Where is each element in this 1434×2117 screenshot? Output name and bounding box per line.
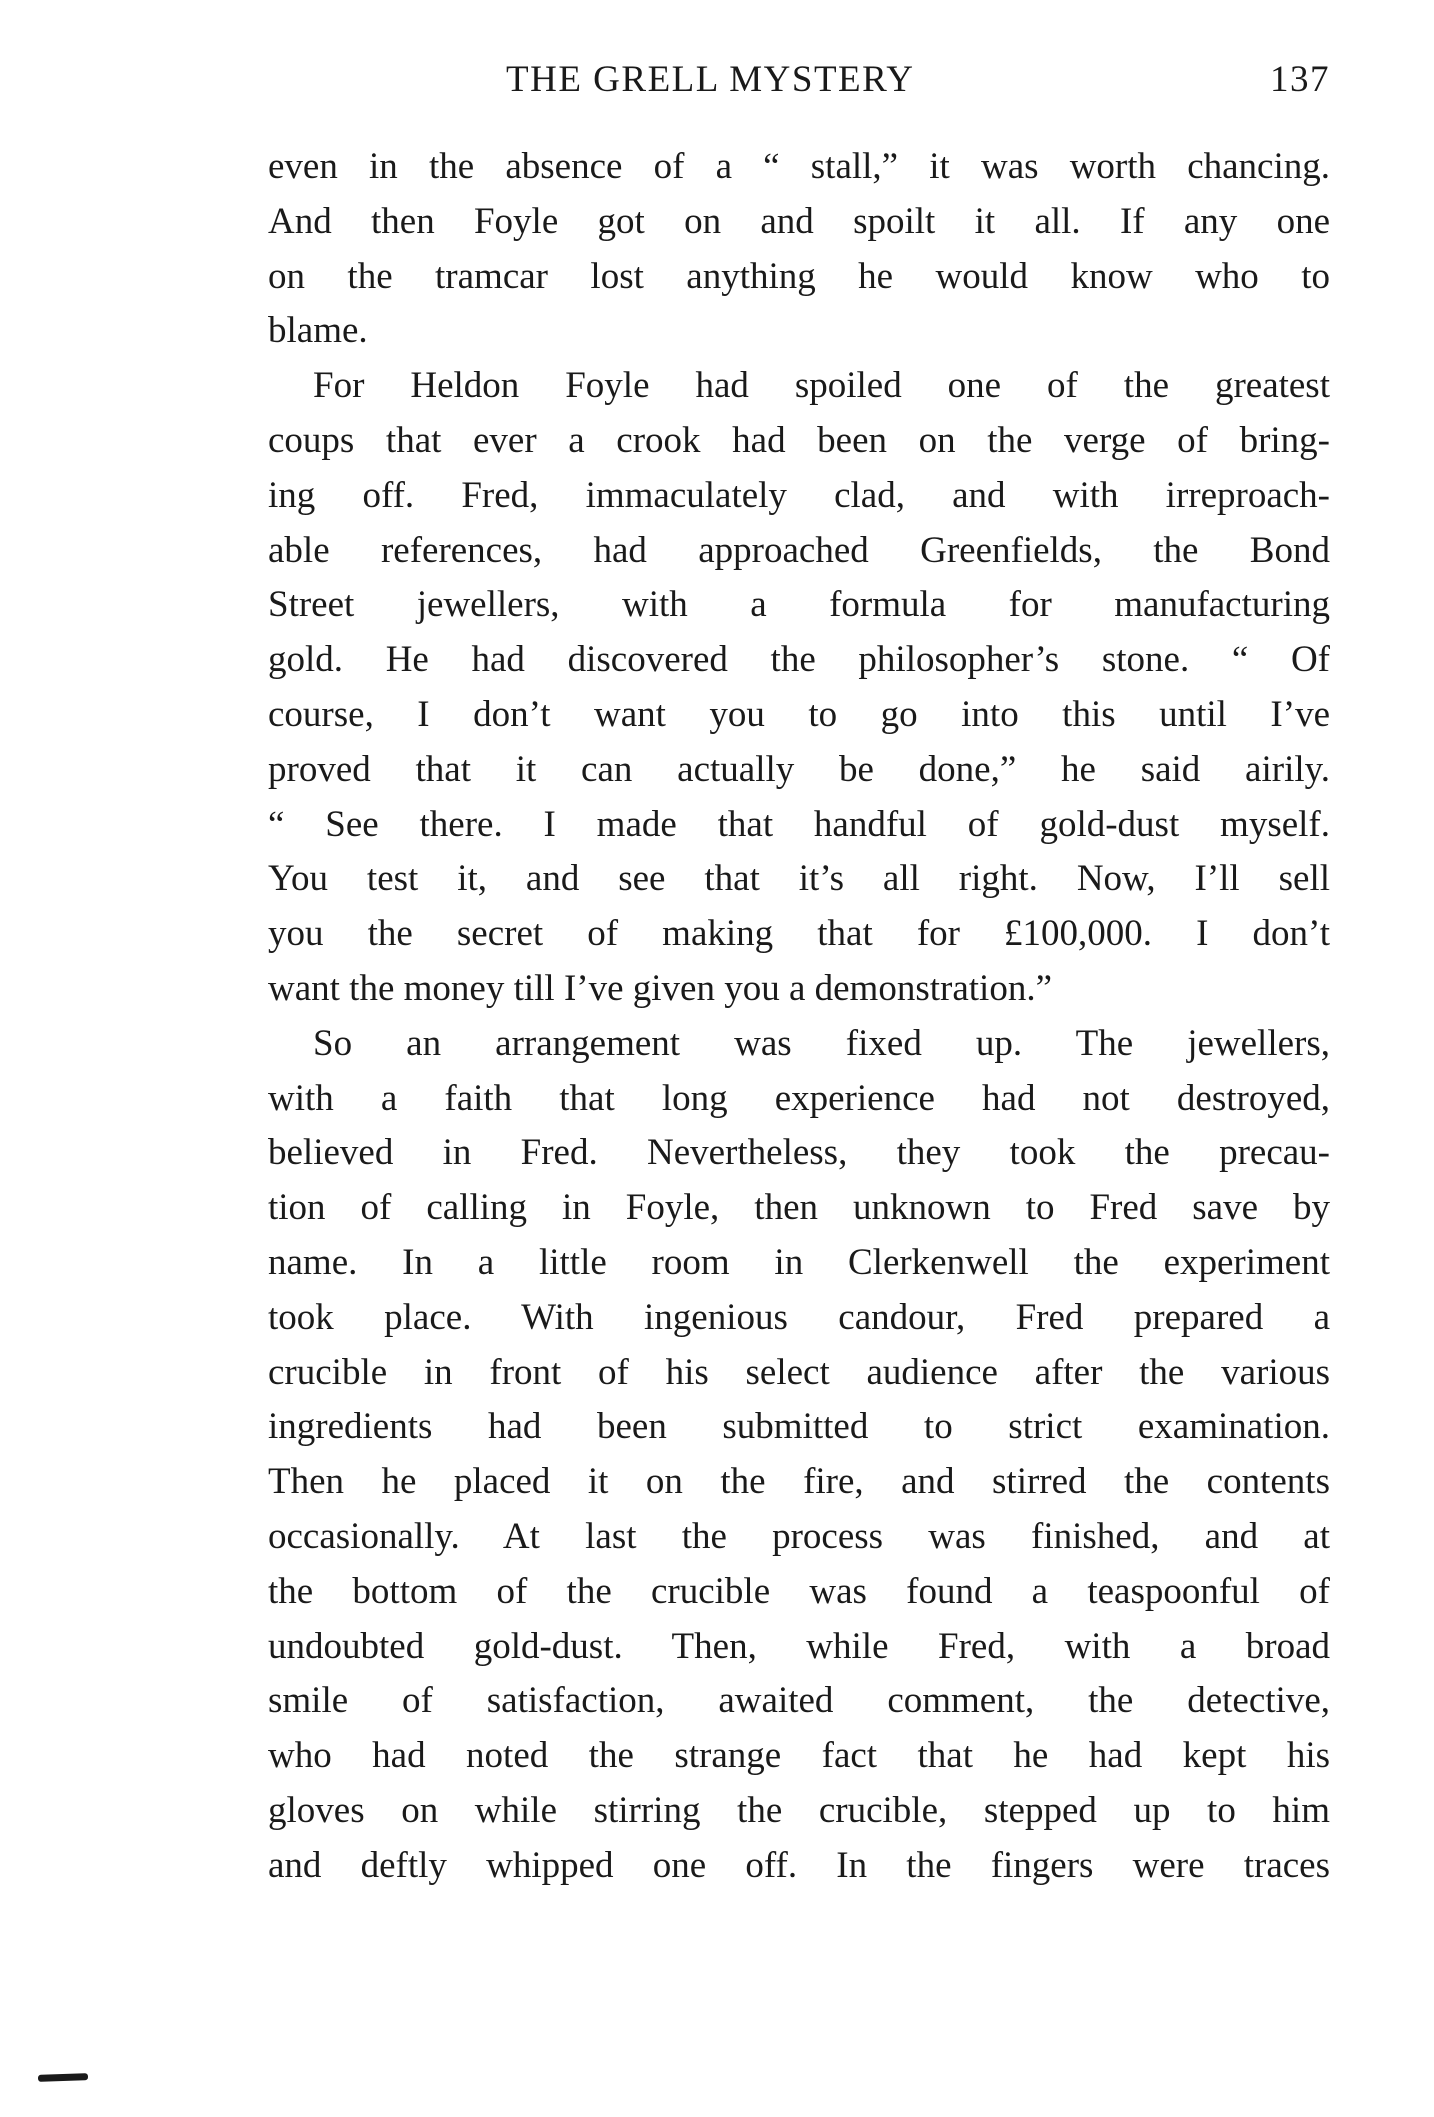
text-line: smile of satisfaction, awaited comment, the detective, xyxy=(268,1680,1330,1722)
text-line: gold. He had discovered the philosopher’s stone. “ Of xyxy=(268,639,1330,681)
text-line: and deftly whipped one off. In the fingers were traces xyxy=(268,1844,1330,1886)
running-title: THE GRELL MYSTERY xyxy=(506,59,915,100)
text-line: able references, had approached Greenfields, the Bond xyxy=(268,529,1330,571)
text-line: Street jewellers, with a formula for manufacturing xyxy=(268,584,1330,626)
paragraph-2 xyxy=(268,359,1330,1017)
text-line: tion of calling in Foyle, then unknown to Fred save by xyxy=(268,1187,1330,1229)
text-line: So an arrangement was fixed up. The jewellers, xyxy=(313,1022,1330,1064)
text-line: the bottom of the crucible was found a teaspoonful of xyxy=(268,1570,1330,1612)
body-text xyxy=(268,140,1330,1894)
margin-ink-mark xyxy=(38,2073,88,2082)
page-number: 137 xyxy=(1270,59,1330,100)
paragraph-1 xyxy=(268,140,1330,359)
paragraph-3 xyxy=(268,1017,1330,1894)
text-line: undoubted gold-dust. Then, while Fred, with a broad xyxy=(268,1625,1330,1667)
text-line: And then Foyle got on and spoilt it all. If any one xyxy=(268,200,1330,242)
text-line: “ See there. I made that handful of gold-dust myself. xyxy=(268,803,1330,845)
running-head xyxy=(268,58,1330,108)
text-line: blame. xyxy=(268,310,368,352)
text-line: want the money till I’ve given you a demonstration.” xyxy=(268,967,1052,1009)
text-line: crucible in front of his select audience after the various xyxy=(268,1351,1330,1393)
text-line: believed in Fred. Nevertheless, they took the precau- xyxy=(268,1132,1330,1174)
text-line: course, I don’t want you to go into this until I’ve xyxy=(268,693,1330,735)
text-line: occasionally. At last the process was finished, and at xyxy=(268,1515,1330,1557)
text-line: You test it, and see that it’s all right. Now, I’ll sell xyxy=(268,858,1330,900)
text-line: with a faith that long experience had not destroyed, xyxy=(268,1077,1330,1119)
text-line: even in the absence of a “ stall,” it was worth chancing. xyxy=(268,146,1330,187)
text-line: you the secret of making that for £100,000. I don’t xyxy=(268,913,1330,955)
text-line: name. In a little room in Clerkenwell the experiment xyxy=(268,1241,1330,1283)
text-line: proved that it can actually be done,” he said airily. xyxy=(268,748,1330,790)
text-line: took place. With ingenious candour, Fred prepared a xyxy=(268,1296,1330,1338)
text-line: on the tramcar lost anything he would know who to xyxy=(268,255,1330,297)
text-line: who had noted the strange fact that he had kept his xyxy=(268,1735,1330,1777)
text-line: ingredients had been submitted to strict examination. xyxy=(268,1406,1330,1448)
text-line: coups that ever a crook had been on the verge of bring- xyxy=(268,419,1330,461)
text-line: gloves on while stirring the crucible, stepped up to him xyxy=(268,1789,1330,1831)
text-line: For Heldon Foyle had spoiled one of the greatest xyxy=(313,365,1330,407)
text-line: ing off. Fred, immaculately clad, and with irreproach- xyxy=(268,474,1330,516)
text-line: Then he placed it on the fire, and stirred the contents xyxy=(268,1461,1330,1503)
